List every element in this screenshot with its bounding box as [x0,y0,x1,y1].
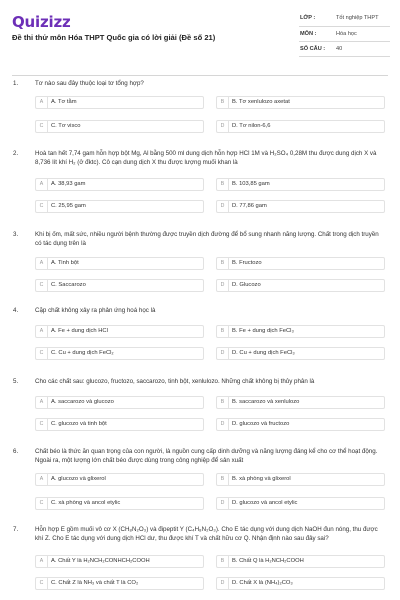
option-letter: B [217,326,229,337]
question-text: Chất béo là thức ăn quan trọng của con người, là nguồn cung cấp dinh dưỡng và năng lượng đáng kể cho cơ thể hoạt động. Ngoài ra, một lượng lớn chất béo được dùng trong công nghiệp để sản xuất [35,448,378,464]
option-d[interactable] [216,279,385,292]
option-c[interactable] [35,279,204,292]
meta-value: Hóa học [336,26,390,41]
option-text: D. Chất X là (NH₄)₂CO₃ [232,580,293,586]
option-letter: A [36,179,48,190]
option-text: A. Chất Y là H₂NCH₂CONHCH₂COOH [51,558,150,564]
meta-row-subject [299,26,390,41]
option-text: C. Saccarozo [51,282,86,288]
option-letter: C [36,348,48,359]
option-c[interactable] [35,577,204,590]
option-letter: B [217,397,229,408]
option-text: C. xà phòng và ancol etylic [51,500,121,506]
question-number: 2. [13,150,19,157]
option-text: C. Chất Z là NH₃ và chất T là CO₂ [51,580,139,586]
option-letter: D [217,498,229,509]
option-letter: D [217,201,229,212]
option-text: B. Fe + dung dịch FeCl₃ [232,328,294,334]
option-letter: D [217,578,229,589]
option-letter: A [36,258,48,269]
question-number: 5. [13,378,19,385]
option-d[interactable] [216,418,385,431]
option-text: D. Glucozo [232,282,261,288]
option-letter: C [36,578,48,589]
header-divider [12,75,388,76]
question-text: Hoà tan hết 7,74 gam hỗn hợp bột Mg, Al bằng 500 ml dung dịch hỗn hợp HCl 1M và H₂SO₄ 0,28M thu được dung dịch X và 8,736 lít khí H₂ (ở đktc). Cô cạn dung dịch X thu được lượng muối khan là [35,150,377,166]
option-letter: B [217,97,229,108]
option-c[interactable] [35,120,204,133]
worksheet-header [0,0,400,70]
option-text: B. xà phòng và glixerol [232,476,291,482]
option-d[interactable] [216,120,385,133]
option-letter: A [36,397,48,408]
question-number: 6. [13,448,19,455]
option-d[interactable] [216,200,385,213]
option-a[interactable] [35,257,204,270]
option-text: B. Chất Q là H₂NCH₂COOH [232,558,304,564]
option-text: C. Cu + dung dịch FeCl₂ [51,350,114,356]
question-number: 3. [13,231,19,238]
option-text: A. saccarozo và glucozo [51,399,114,405]
quizizz-logo: Quizizz [12,13,71,31]
option-letter: D [217,121,229,132]
meta-row-count [299,41,390,56]
option-b[interactable] [216,96,385,109]
option-text: D. 77,86 gam [232,203,267,209]
option-a[interactable] [35,178,204,191]
question-number: 7. [13,526,19,533]
question-text: Tơ nào sau đây thuộc loại tơ tổng hợp? [35,80,144,87]
worksheet-title: Đề thi thử môn Hóa THPT Quốc gia có lời giải (Đề số 21) [12,33,216,42]
meta-row-class [299,11,390,26]
option-c[interactable] [35,200,204,213]
option-letter: A [36,97,48,108]
option-letter: B [217,258,229,269]
option-letter: D [217,348,229,359]
option-text: C. glucozo và tinh bột [51,421,107,427]
option-letter: C [36,498,48,509]
option-letter: C [36,201,48,212]
option-c[interactable] [35,347,204,360]
option-text: A. Fe + dung dịch HCl [51,328,108,334]
option-text: A. Tinh bột [51,260,79,266]
option-letter: B [217,179,229,190]
option-letter: D [217,280,229,291]
option-text: D. Cu + dung dịch FeCl₃ [232,350,295,356]
option-text: A. glucozo và glixerol [51,476,106,482]
option-letter: C [36,419,48,430]
option-text: C. 25,95 gam [51,203,86,209]
option-text: D. glucozo và fructozo [232,421,290,427]
option-b[interactable] [216,473,385,486]
option-letter: A [36,474,48,485]
option-b[interactable] [216,325,385,338]
question-text: Khi bị ốm, mất sức, nhiều người bệnh thường được truyền dịch đường để bổ sung nhanh năng lượng. Chất trong dịch truyền có tác dụng trên là [35,231,379,247]
question-text: Cho các chất sau: glucozo, fructozo, saccarozo, tinh bột, xenlulozo. Những chất không bị thủy phân là [35,378,315,385]
option-letter: B [217,474,229,485]
meta-label: SỐ CÂU : [299,41,336,56]
option-a[interactable] [35,396,204,409]
option-text: A. Tơ tằm [51,99,77,105]
option-text: B. saccarozo và xenlulozo [232,399,300,405]
option-c[interactable] [35,497,204,510]
option-d[interactable] [216,577,385,590]
option-letter: C [36,280,48,291]
option-a[interactable] [35,473,204,486]
meta-label: MÔN : [299,26,336,41]
option-text: D. glucozo và ancol etylic [232,500,298,506]
option-letter: D [217,419,229,430]
option-text: B. Tơ xenlulozo axetat [232,99,290,105]
option-text: A. 38,93 gam [51,181,86,187]
question-number: 4. [13,307,19,314]
option-b[interactable] [216,396,385,409]
worksheet-meta-table [299,11,390,57]
option-d[interactable] [216,347,385,360]
option-c[interactable] [35,418,204,431]
option-letter: B [217,556,229,567]
option-b[interactable] [216,178,385,191]
option-letter: A [36,556,48,567]
option-letter: C [36,121,48,132]
option-b[interactable] [216,555,385,568]
meta-label: LỚP : [299,11,336,26]
option-b[interactable] [216,257,385,270]
option-text: D. Tơ nilon-6,6 [232,123,271,129]
question-number: 1. [13,80,19,87]
option-letter: A [36,326,48,337]
option-d[interactable] [216,497,385,510]
option-a[interactable] [35,555,204,568]
option-text: B. Fructozo [232,260,262,266]
meta-value: 40 [336,41,390,56]
question-text: Cặp chất không xảy ra phản ứng hoá học là [35,307,156,314]
option-text: B. 103,85 gam [232,181,270,187]
question-text: Hỗn hợp E gồm muối vô cơ X (CH₈N₂O₃) và đipeptit Y (C₄H₈N₂O₃). Cho E tác dụng với dung dịch NaOH đun nóng, thu được khí Z. Cho E tác dụng với dung dịch HCl dư, thu được khí T và chất hữu cơ Q. Nhận định nào sau đây sai? [35,526,378,542]
option-text: C. Tơ visco [51,123,81,129]
option-a[interactable] [35,96,204,109]
option-a[interactable] [35,325,204,338]
meta-value: Tốt nghiệp THPT [336,11,390,26]
